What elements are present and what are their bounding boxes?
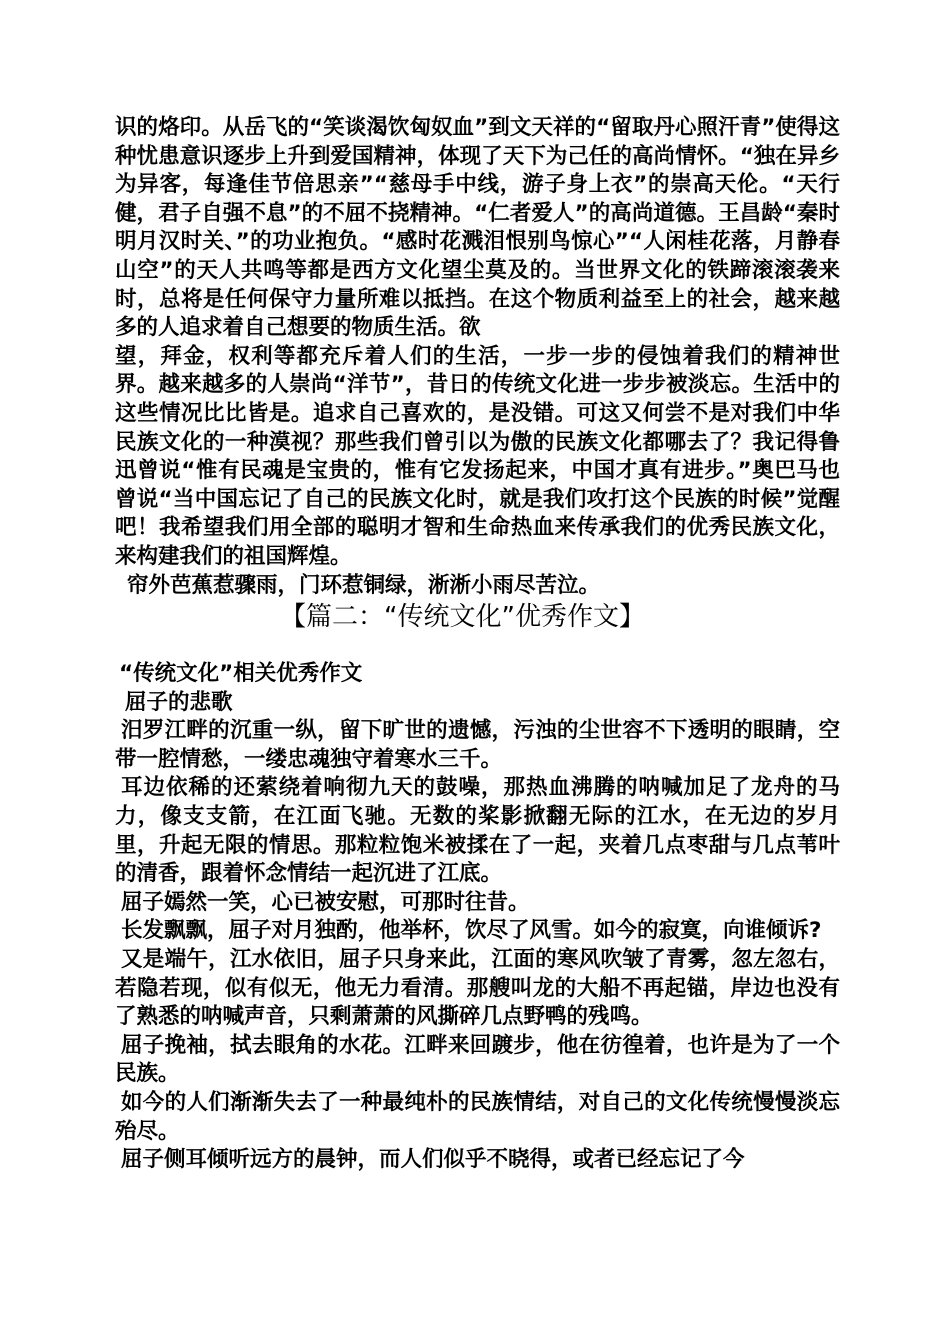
essay-subtitle: “传统文化”相关优秀作文: [119, 661, 363, 687]
essay-paragraph: 汨罗江畔的沉重一纵，留下旷世的遗憾，污浊的尘世容不下透明的眼睛，空带一腔情愁，一缕忠魂独守着寒水三千。: [115, 718, 840, 772]
essay-paragraph: 耳边依稀的还萦绕着响彻九天的鼓噪，那热血沸腾的呐喊加足了龙舟的马力，像支支箭，在江面飞驰。无数的桨影掀翻无际的江水，在无边的岁月里，升起无限的情思。那粒粒饱米被揉在了一起，夹着几点枣甜与几点苇叶的清香，跟着怀念情结一起沉进了江底。: [115, 775, 840, 887]
essay-paragraph: 又是端午，江水依旧，屈子只身来此，江面的寒风吹皱了青雾，忽左忽右，若隐若现，似有似无，他无力看清。那艘叫龙的大船不再起锚，岸边也没有了熟悉的呐喊声音，只剩萧萧的风撕碎几点野鸭的残鸣。: [115, 947, 840, 1030]
essay-title: 屈子的悲歌: [125, 689, 233, 715]
essay-paragraph: 屈子挽袖，拭去眼角的水花。江畔来回踱步，他在彷徨着，也许是为了一个民族。: [115, 1032, 840, 1087]
essay-paragraph: 屈子嫣然一笑，心已被安慰，可那时往昔。: [121, 889, 530, 915]
essay-paragraph: 长发飘飘，屈子对月独酌，他举杯，饮尽了风雪。如今的寂寞，向谁倾诉?: [121, 918, 822, 944]
document-page: [115, 114, 840, 1175]
essay-paragraph: 如今的人们渐渐失去了一种最纯朴的民族情结，对自己的文化传统慢慢淡忘殆尽。: [115, 1090, 840, 1144]
body-paragraph-2: 望，拜金，权利等都充斥着人们的生活，一步一步的侵蚀着我们的精神世界。越来越多的人崇尚“洋节”，昔日的传统文化进一步步被淡忘。生活中的这些情况比比皆是。追求自己喜欢的，是没错。可这又何尝不是对我们中华民族文化的一种漠视？那些我们曾引以为傲的民族文化都哪去了？我记得鲁迅曾说“惟有民魂是宝贵的，惟有它发扬起来，中国才真有进步。”奥巴马也曾说“当中国忘记了自己的民族文化时，就是我们攻打这个民族的时候”觉醒吧！我希望我们用全部的聪明才智和生命热血来传承我们的优秀民族文化，来构建我们的祖国辉煌。: [115, 343, 840, 569]
body-paragraph-3: 帘外芭蕉惹骤雨，门环惹铜绿，淅淅小雨尽苦泣。: [127, 572, 601, 598]
section-heading: 【篇二：“传统文化”优秀作文】: [280, 602, 645, 633]
essay-paragraph: 屈子侧耳倾听远方的晨钟，而人们似乎不晓得，或者已经忘记了今: [121, 1147, 745, 1173]
body-paragraph-1: 识的烙印。从岳飞的“笑谈渴饮匈奴血”到文天祥的“留取丹心照汗青”使得这种忧患意识逐步上升到爱国精神，体现了天下为己任的高尚情怀。“独在异乡为异客，每逢佳节倍思亲”“慈母手中线，游子身上衣”的崇高天伦。“天行健，君子自强不息”的不屈不挠精神。“仁者爱人”的高尚道德。王昌龄“秦时明月汉时关、”的功业抱负。“感时花溅泪恨别鸟惊心”“人闲桂花落，月静春山空”的天人共鸣等都是西方文化望尘莫及的。当世界文化的铁蹄滚滚袭来时，总将是任何保守力量所难以抵挡。在这个物质利益至上的社会，越来越多的人追求着自己想要的物质生活。欲: [115, 115, 840, 341]
